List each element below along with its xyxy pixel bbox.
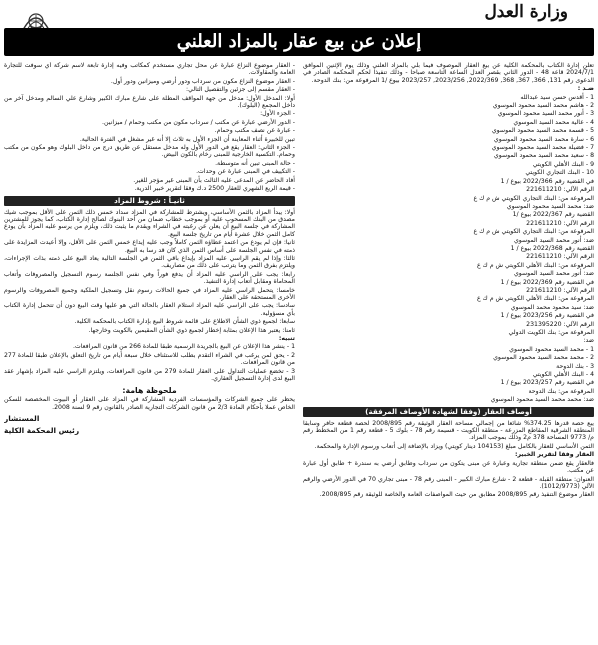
cases-list [303, 178, 594, 404]
property-detail: أفاد الحاضر عن المدعى عليه الثالث بأن المبنى غير مؤجر للغير. [133, 176, 295, 184]
property-detail: - الجزء الثاني: العقار يقع في الدور الأول وله مدخل مستقل عن طريق درج من داخل البلوك وهو مكون من مكتب وحمام. التكسية الخارجية للمبنى رخام بالكون البيض. [4, 144, 295, 159]
signatory-role: رئيس المحكمة الكلية [4, 426, 80, 436]
signatory-title: المستشار [4, 414, 40, 424]
property-section-title: أوصاف العقار (وفقا لشهادة الأوصاف المرفقة) [303, 407, 594, 417]
case-line: في القضية رقم 2022/369 بيوع / 1 [500, 278, 594, 286]
property-detail: - قيمة الريع الشهري للعقار 2500 د.ك وفقا لتقرير خبير الدرية. [134, 185, 295, 193]
case-line: المرفوعة من: بنك الدوحة [528, 387, 594, 395]
owner-item: 2 - هاشم محمد السيد محمود الموسوي [492, 102, 594, 110]
property-detail: - العقار موضوع النزاع مكون من سرداب ودور أرضي وميزانين ودور أول. [110, 77, 295, 85]
owner-item: 1 - أقدس حسن سيد عبدالله [520, 93, 594, 101]
case-line: الرقم الآلي: 221611210 [526, 186, 594, 194]
case-line: في القضية رقم 2023/257 بيوع / 1 [500, 379, 594, 387]
case-line: المرفوعة من: البنك الأهلي الكويتي ش م ك ع [476, 295, 594, 303]
note-item: 2 - يحق لمن يرغب في الشراء التقدم بطلب للاستئناف خلال سبعة أيام من تاريخ التعلق بالإعلان طبقا للمادة 277 من قانون المرافعات. [4, 351, 295, 367]
case-line: 3 - بنك الدوحة [556, 362, 594, 370]
property-detail: - الدور الأرضي عبارة عن مكتب / سرداب مكون من مكتب وحمام / ميزانين. [102, 118, 295, 126]
property-description [303, 420, 594, 499]
owner-item: 7 - فضيلة محمد السيد محمود الموسوي [491, 144, 594, 152]
condition-paragraph: أولا: يبدأ المزاد بالثمن الأساسي، ويشترط للمشاركة في المزاد سداد خمس ذلك الثمن على الأقل بموجب شيك مصدق من البنك المسحوب عليه أو بموجب خطاب ضمان من أحد البنوك لصالح إدارة الكتاب، كما يجوز للمشترين المشاركة في جلسة البيع أن يعلن عن رغبته في الشراء ويقدم ما يثبت ذلك، ويلزم من يرسو عليه المزاد بأن يودع كامل الثمن خلال عشرة أيام من تاريخ جلسة البيع. [4, 208, 295, 238]
case-line: القضية رقم 2022/368 بيوع / 1 [510, 244, 594, 252]
property-detail: تبين للخبيرة أثناء المعاينة أن الجزء الأول به ثلاث إلا أنه غير مشغل في الفترة الحالية. [79, 135, 295, 143]
case-line: ضد: [583, 337, 594, 345]
condition-paragraph: سابعا: لجميع ذوي الشأن الاطلاع على قائمة شروط البيع بإدارة الكتاب بالمحكمة الكلية. [74, 318, 295, 326]
important-note: يحظر على جميع الشركات والمؤسسات الفردية المشاركة في المزاد على العقار أو البيوت المخصصة للسكن الخاص عملا بأحكام المادة 2/3 من قانون الشركات التجارية الصادر بالقانون رقم 9 لسنة 2008. [4, 396, 295, 411]
condition-paragraph: ثالثا: وإذا لم يقم الراسي عليه المزاد بإيداع باقي الثمن في الجلسة التالية يعاد البيع على ذمته بذات الإجراءات، ويلتزم بفرق الثمن وما يترتب على ذلك من مصاريف. [4, 254, 295, 270]
property-continuation [4, 62, 295, 193]
right-column [303, 62, 594, 645]
case-line: ضد: محمد محمد السيد محمود الموسوي [490, 396, 594, 404]
condition-paragraph: ثامنا: يعتبر هذا الإعلان بمثابة إخطار لجميع ذوي الشأن المقيمين بالكويت وخارجها. [88, 326, 295, 334]
case-line: المرفوعة من: البنك التجاري الكويتي ش م ك ع [473, 194, 594, 202]
property-detail: - العقار مقسم إلى جزئين والتفصيل التالي: [185, 86, 295, 94]
property-paragraph: العنوان: منطقة القبلة - قطعة 2 - شارع مبارك الكبير - المبنى رقم 78 - مبنى تجاري 70 في الدور الأرضي والرقم الآلي (1012/9773). [303, 475, 594, 490]
case-line: ضد: أنور محمد السيد الموسوي [513, 270, 594, 278]
notice-banner-title: إعلان عن بيع عقار بالمزاد العلني [4, 28, 594, 56]
case-line: 2 - محمد محمد السيد محمود الموسوي [493, 354, 594, 362]
property-detail: - التكييف في المبنى عبارة عن وحدات. [196, 168, 295, 176]
owner-item: 6 - سارة محمد السيد محمود الموسوي [493, 135, 594, 143]
case-line: في القضية رقم 2023/256 بيوع / 1 [500, 312, 594, 320]
auction-conditions-title: ثانيـاً : شروط المزاد [4, 196, 295, 206]
property-detail: - حالة المبنى تبين أنه متوسطة. [215, 159, 295, 167]
condition-paragraph: سادسا: يجب على الراسي عليه المزاد استلام العقار بالحالة التي هو عليها وقت البيع دون أن تتحمل إدارة الكتاب بأي مسؤولية. [4, 302, 295, 317]
intro-paragraph: تعلن إدارة الكتاب بالمحكمة الكلية عن بيع العقار الموصوف فيما بلي بالمزاد العلني وذلك يوم الإثنين الموافق 2024/7/1 قاعة 48 - الدور الثاني بقصر العدل الساعة التاسعة صباحا - وذلك تنفيذا لحكم المحكمة الصادر في الدعوى رقم 131, 366, 367, 368, 2022/369, 2023/256, 2023/257 بيوع /1 المرفوعة من: بنك الدوحة. [303, 62, 594, 84]
owner-item: 8 - سعيد محمد السيد محمود الموسوي [493, 152, 594, 160]
property-detail: - عبارة عن نصف مكتب وحمام. [214, 127, 295, 135]
case-line: ضد: محمد السيد محمود الموسوي [506, 202, 594, 210]
condition-paragraph: خامسا: يتحمل الراسي عليه المزاد في جميع الحالات رسوم نقل وتسجيل الملكية وجميع المصروفات والرسوم الأخرى المستحقة على العقار. [4, 286, 295, 301]
case-line: المرفوعة من: بنك الكويت الدولي [508, 329, 594, 336]
owner-item: 4 - عالية محمد السيد الموسوي [513, 118, 594, 126]
case-line: الرقم الآلي: 221611210 [526, 286, 594, 294]
property-detail: - الجزء الأول: [260, 110, 295, 118]
case-line: في القضية رقم 2022/366 بيوع / 1 [500, 177, 594, 185]
case-line: الرقم الآلي: 221611210 [526, 253, 594, 261]
property-paragraph: الثمن الأساسي للعقار بالكامل مبلغ (104153 دينار كويتي) ويزاد بالإضافة إلى أتعاب ورسوم الإدارة والمحكمة. [314, 442, 594, 450]
owner-item: 5 - قسمة محمد السيد محمود الموسوي [491, 127, 594, 135]
case-line: الرقم الآلي: 231395220 [526, 320, 594, 328]
note-item: 3 - تخضع عمليات التداول على العقار للمادة 279 من قانون المرافعات، ويلتزم الراسي عليه المزاد بإشهار عقد البيع لدى إدارة التسجيل العقاري. [4, 367, 295, 383]
notes-title: تنبيه: [278, 335, 295, 342]
left-column [4, 62, 295, 645]
case-line: المرفوعة من: البنك التجاري الكويتي ش م ك ع [473, 228, 594, 236]
property-paragraph: فالعقار يقع ضمن منطقة تجارية وعبارة عن مبنى يتكون من سرداب وطابق أرضي به سندرة + طابق أول عبارة عن مكتب. [303, 459, 594, 475]
owner-item: 3 - أنور محمد السيد محمود الموسوي [497, 110, 594, 118]
ministry-title: وزارة العدل [484, 2, 568, 22]
owners-list [303, 94, 594, 177]
important-note-title: ملحوظة هامة: [122, 386, 177, 396]
owners-title: ضـد : [577, 85, 594, 93]
condition-paragraph: ثانيا: فإن لم يودع من اعتمد عطاؤه الثمن كاملاً وجب عليه إيداع خمس الثمن على الأقل، وإلا أعيدت المزايدة على ذمته في نفس الجلسة على أساس الثمن الذي كان قد رسا به البيع. [4, 239, 295, 254]
property-paragraph: العقار وفقا لتقرير الخبير: [514, 451, 594, 459]
case-line: ضد: أنور محمد السيد الموسوي [513, 236, 594, 244]
case-line: القضية رقم 2022/367 بيوع /1 [512, 211, 594, 219]
notes-list [4, 343, 295, 382]
property-paragraph: يبع حصة قدرها 374.25% شائعا من إجمالي مساحة العقار الوثيقة رقم 2008/895 لحصة قطعة حافر وسابقا المنطقة الشرقية المقاطع المزرعة - منطقة الكويت - قسيمة رقم 78 - بلوك 5 - قطعة رقم 1 من المخطط رقم م/ 9773 المساحة 378 م2 وذلك بموجب المزاد. [303, 419, 594, 442]
condition-paragraph: رابعا: يجب على الراسي عليه المزاد أن يدفع فوراً وفي نفس الجلسة رسوم التسجيل والمصروفات وأتعاب المحاماة ومقابل أتعاب إدارة التنفيذ. [4, 270, 295, 286]
property-detail: - العقار موضوع النزاع عبارة عن محل تجاري مستخدم كمكاتب وفيه إدارة تابعة لاسم شركة أي سوفت للتجارة العامة والمقاولات. [4, 62, 295, 77]
property-detail: أولا: المدخل الأول: مدخل من جهة المواقف المطلة على شارع مبارك الكبير وشارع علي السالم ومدخل آخر من داخل المجمع (البلوك). [4, 94, 295, 110]
note-item: 1 - ينشر هذا الإعلان عن البيع بالجريدة الرسمية طبقا للمادة 266 من قانون المرافعات. [72, 343, 295, 351]
property-paragraph: العقار موضوع التنفيذ رقم 2008/895 مطابق من حيث المواصفات العامة والخاصة للوثيقة رقم 2008/895. [319, 491, 594, 499]
owner-item: 10 - البنك التجاري الكويتي [525, 169, 594, 177]
owner-item: 9 - البنك الأهلي الكويتي [532, 160, 594, 168]
case-line: ضد: سيد محمود محمد الموسوي [510, 303, 594, 311]
case-line: 1 - محمد السيد محمود الموسوي [509, 345, 594, 353]
auction-conditions [4, 209, 295, 335]
case-line: 4 - البنك الأهلي الكويتي [532, 371, 594, 379]
case-line: المرفوعة من: البنك الأهلي الكويتي ش م ك ع [476, 261, 594, 269]
case-line: الرقم الآلي: 221611210 [526, 219, 594, 227]
